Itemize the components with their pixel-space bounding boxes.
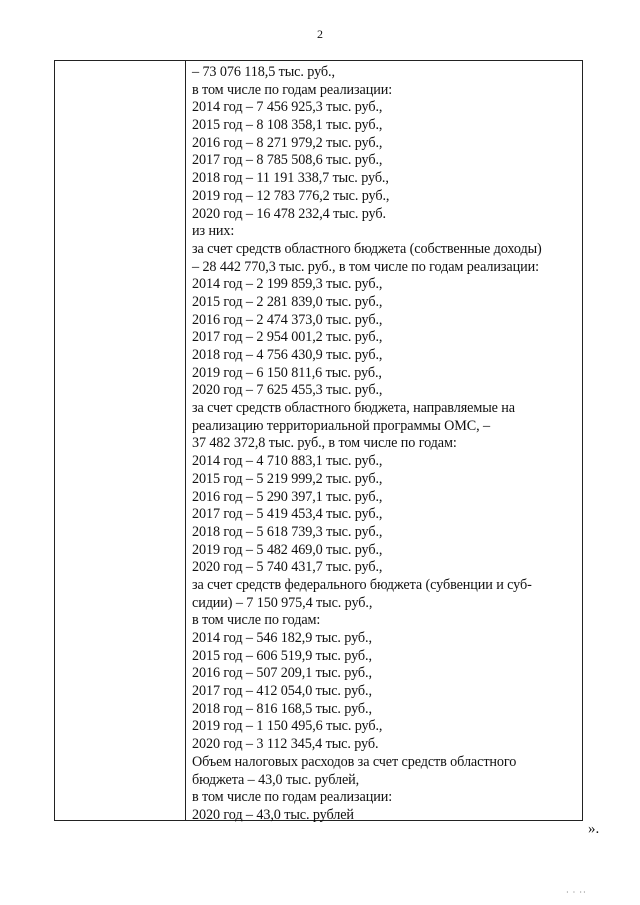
table-text-line: 2019 год – 12 783 776,2 тыс. руб., <box>192 187 390 204</box>
table-text-line: в том числе по годам реализации: <box>192 81 393 98</box>
table-text-line: 2015 год – 606 519,9 тыс. руб., <box>192 647 372 664</box>
table-text-line: 2018 год – 11 191 338,7 тыс. руб., <box>192 170 389 187</box>
table-text-line: 2014 год – 4 710 883,1 тыс. руб., <box>192 453 383 470</box>
table-text-line: за счет средств областного бюджета (собственные доходы) <box>192 240 542 257</box>
table-text-line: 2014 год – 2 199 859,3 тыс. руб., <box>192 276 383 293</box>
table-text-line: 2020 год – 5 740 431,7 тыс. руб., <box>192 559 383 576</box>
table-text-line: 2018 год – 816 168,5 тыс. руб., <box>192 700 372 717</box>
table-text-line: за счет средств федерального бюджета (субвенции и суб- <box>192 576 532 593</box>
table-text-line: – 28 442 770,3 тыс. руб., в том числе по годам реализации: <box>192 258 539 275</box>
table-text-line: 2015 год – 2 281 839,0 тыс. руб., <box>192 293 383 310</box>
table-text-line: 2019 год – 5 482 469,0 тыс. руб., <box>192 541 383 558</box>
table-text-line: 2014 год – 7 456 925,3 тыс. руб., <box>192 99 383 116</box>
table-text-line: 2020 год – 16 478 232,4 тыс. руб. <box>192 205 386 222</box>
table-text-line: 2017 год – 2 954 001,2 тыс. руб., <box>192 329 383 346</box>
table-left-cell <box>55 61 186 820</box>
table-text-line: сидии) – 7 150 975,4 тыс. руб., <box>192 594 373 611</box>
table-text-line: реализацию территориальной программы ОМС, – <box>192 417 490 434</box>
table-text-line: – 73 076 118,5 тыс. руб., <box>192 64 335 80</box>
table-right-cell <box>192 64 580 825</box>
table-text-line: 2016 год – 8 271 979,2 тыс. руб., <box>192 134 383 151</box>
table-text-line: 2020 год – 3 112 345,4 тыс. руб. <box>192 736 379 753</box>
table-text-line: в том числе по годам: <box>192 612 321 629</box>
table-text-line: 2017 год – 412 054,0 тыс. руб., <box>192 683 372 700</box>
table-text-line: 2017 год – 8 785 508,6 тыс. руб., <box>192 152 383 169</box>
table-text-line: Объем налоговых расходов за счет средств областного <box>192 753 517 770</box>
table-text-line: бюджета – 43,0 тыс. рублей, <box>192 771 360 788</box>
table-text-line: 2016 год – 5 290 397,1 тыс. руб., <box>192 488 383 505</box>
table-text-line: 2017 год – 5 419 453,4 тыс. руб., <box>192 506 383 523</box>
table-text-line: 2020 год – 7 625 455,3 тыс. руб., <box>192 382 383 399</box>
funding-table <box>54 60 583 821</box>
table-text-line: 37 482 372,8 тыс. руб., в том числе по годам: <box>192 435 457 452</box>
table-text-line: в том числе по годам реализации: <box>192 789 393 806</box>
table-text-line: из них: <box>192 223 235 240</box>
table-text-line: 2020 год – 43,0 тыс. рублей <box>192 806 354 823</box>
table-text-line: 2016 год – 2 474 373,0 тыс. руб., <box>192 311 383 328</box>
table-text-line: 2018 год – 5 618 739,3 тыс. руб., <box>192 523 383 540</box>
closing-quote-mark: ». <box>588 821 600 837</box>
page-number: 2 <box>317 27 323 41</box>
table-text-line: 2018 год – 4 756 430,9 тыс. руб., <box>192 347 383 363</box>
table-text-line: 2016 год – 507 209,1 тыс. руб., <box>192 665 372 682</box>
table-text-line: за счет средств областного бюджета, направляемые на <box>192 400 515 417</box>
table-text-line: 2015 год – 8 108 358,1 тыс. руб., <box>192 117 383 134</box>
table-text-line: 2019 год – 1 150 495,6 тыс. руб., <box>192 718 383 735</box>
corner-scan-mark: · · ·· <box>566 888 587 897</box>
table-text-line: 2019 год – 6 150 811,6 тыс. руб., <box>192 364 382 381</box>
table-text-line: 2015 год – 5 219 999,2 тыс. руб., <box>192 470 383 487</box>
table-text-line: 2014 год – 546 182,9 тыс. руб., <box>192 630 372 646</box>
